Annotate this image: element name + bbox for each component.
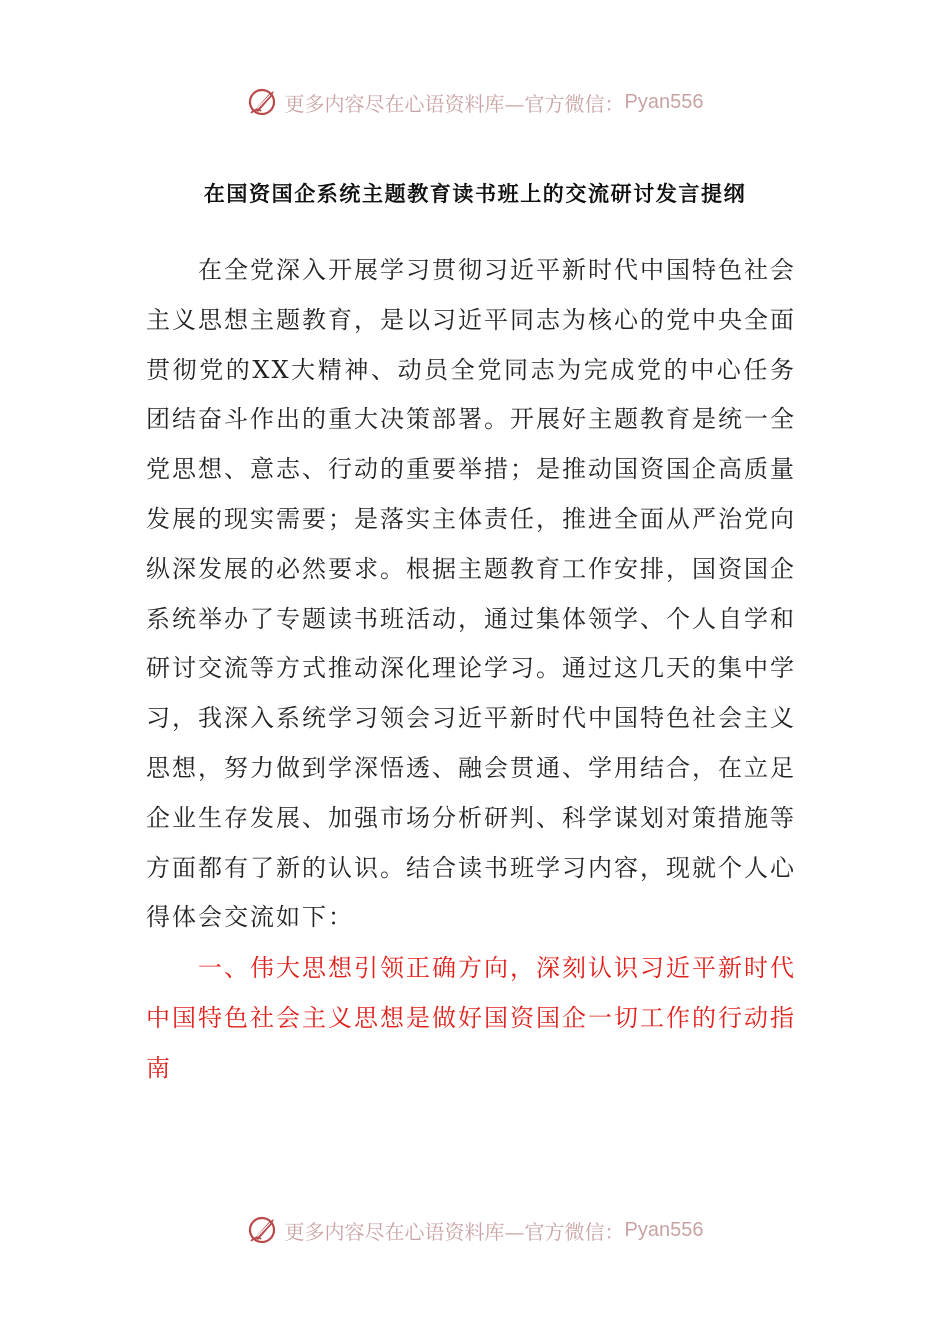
banner-text: 更多内容尽在心语资料库—官方微信： [284, 91, 625, 116]
footer-banner [0, 1210, 950, 1250]
pen-nib-logo-icon [247, 1213, 281, 1247]
section-heading: 一、伟大思想引领正确方向，深刻认识习近平新时代中国特色社会主义思想是做好国资国企一切工作的行动指南 [146, 954, 796, 1082]
wechat-id: Pyan556 [624, 90, 704, 113]
pen-nib-logo-icon [247, 85, 281, 119]
body-paragraph: 在全党深入开展学习贯彻习近平新时代中国特色社会主义思想主题教育，是以习近平同志为核心的党中央全面贯彻党的XX大精神、动员全党同志为完成党的中心任务团结奋斗作出的重大决策部署。开展好主题教育是统一全党思想、意志、行动的重要举措；是推动国资国企高质量发展的现实需要；是落实主体责任，推进全面从严治党向纵深发展的必然要求。根据主题教育工作安排，国资国企系统举办了专题读书班活动，通过集体领学、个人自学和研讨交流等方式推动深化理论学习。通过这几天的集中学习，我深入系统学习领会习近平新时代中国特色社会主义思想，努力做到学深悟透、融会贯通、学用结合，在立足企业生存发展、加强市场分析研判、科学谋划对策措施等方面都有了新的认识。结合读书班学习内容，现就个人心得体会交流如下： [146, 256, 796, 932]
document-title: 在国资国企系统主题教育读书班上的交流研讨发言提纲 [203, 182, 747, 206]
banner-text: 更多内容尽在心语资料库—官方微信： [284, 1219, 625, 1244]
header-banner [0, 82, 950, 122]
wechat-id: Pyan556 [624, 1218, 704, 1241]
